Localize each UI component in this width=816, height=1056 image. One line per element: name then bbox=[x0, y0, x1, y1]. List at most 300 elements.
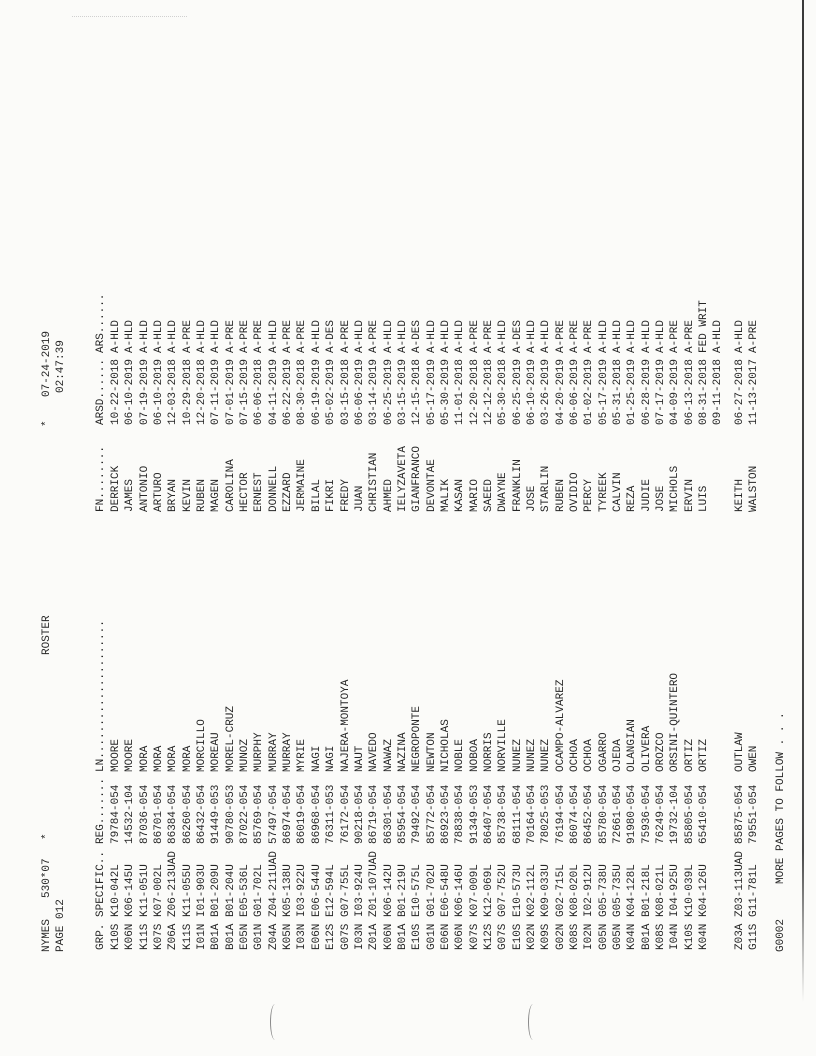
roster-ars-cell: A-DES bbox=[411, 319, 424, 353]
roster-arsd-cell: 04-20-2019 bbox=[554, 358, 567, 425]
roster-ars-cell: A-HLD bbox=[497, 319, 510, 353]
roster-reg-cell: 86384-054 bbox=[167, 784, 180, 844]
roster-specific-cell: K10-042L bbox=[110, 864, 122, 917]
roster-fn-cell: DEVONTAE bbox=[425, 459, 438, 512]
roster-row bbox=[539, 0, 553, 1056]
roster-arsd-cell: 06-19-2019 bbox=[310, 358, 323, 425]
roster-specific-cell: G07-752U bbox=[497, 864, 510, 917]
roster-arsd-cell: 12-03-2018 bbox=[167, 358, 180, 425]
roster-fn-cell: CALVIN bbox=[612, 472, 625, 512]
roster-ln-cell: MOORE bbox=[110, 738, 122, 772]
roster-ln-cell: OLANGIAN bbox=[626, 719, 639, 772]
roster-row bbox=[195, 0, 209, 1056]
roster-specific-cell: K11-051U bbox=[138, 864, 151, 917]
roster-fn-cell: TYREEK bbox=[597, 472, 610, 512]
roster-ars-cell: A-PRE bbox=[253, 319, 266, 353]
roster-ln-cell: MORA bbox=[153, 745, 166, 772]
roster-fn-cell: REZA bbox=[626, 485, 639, 512]
roster-ln-cell: OCHOA bbox=[569, 738, 581, 772]
roster-grp-cell: G02N bbox=[554, 923, 567, 950]
roster-arsd-cell: 06-10-2019 bbox=[525, 358, 538, 425]
column-header-fn: FN........ bbox=[95, 445, 107, 512]
roster-specific-cell: E10-573U bbox=[511, 864, 524, 917]
roster-grp-cell: G05N bbox=[597, 923, 610, 950]
roster-ars-cell: A-HLD bbox=[138, 319, 151, 353]
roster-ars-cell: A-HLD bbox=[712, 319, 725, 353]
system-name: NYMES bbox=[41, 918, 53, 952]
roster-specific-cell: K11-055U bbox=[181, 864, 194, 917]
roster-grp-cell: I04N bbox=[669, 923, 682, 950]
roster-ln-cell: MUNOZ bbox=[239, 738, 252, 772]
roster-ars-cell: A-HLD bbox=[153, 319, 166, 353]
roster-ln-cell: NAUT bbox=[353, 745, 366, 772]
roster-row bbox=[568, 0, 582, 1056]
roster-grp-cell: K06N bbox=[124, 923, 137, 950]
roster-ars-cell: A-HLD bbox=[612, 319, 625, 353]
roster-fn-cell: ERNEST bbox=[253, 472, 266, 512]
roster-grp-cell: G07S bbox=[497, 923, 510, 950]
roster-arsd-cell: 03-14-2019 bbox=[368, 358, 381, 425]
roster-ars-cell: A-DES bbox=[325, 319, 338, 353]
roster-reg-cell: 85772-054 bbox=[425, 784, 438, 844]
roster-fn-cell: BRYAN bbox=[167, 478, 180, 512]
roster-arsd-cell: 06-25-2019 bbox=[511, 358, 524, 425]
roster-ln-cell: MOREL-CRUZ bbox=[224, 705, 237, 772]
roster-specific-cell: E06-544U bbox=[310, 864, 323, 917]
roster-fn-cell: ERVIN bbox=[683, 478, 696, 512]
roster-reg-cell: 85780-054 bbox=[597, 784, 610, 844]
roster-ln-cell: NUNEZ bbox=[511, 738, 524, 772]
roster-ln-cell: NAVEDO bbox=[368, 732, 381, 772]
footer-message: MORE PAGES TO FOLLOW . . . bbox=[775, 712, 787, 884]
roster-reg-cell: 86452-054 bbox=[583, 784, 596, 844]
roster-fn-cell: JUDIE bbox=[640, 478, 653, 512]
roster-ars-cell: A-PRE bbox=[554, 319, 567, 353]
roster-ln-cell: OROZCO bbox=[655, 732, 668, 772]
roster-grp-cell: G11S bbox=[748, 923, 761, 950]
roster-ln-cell: MURRAY bbox=[267, 732, 280, 772]
roster-ars-cell: A-HLD bbox=[110, 319, 122, 353]
roster-reg-cell: 86260-054 bbox=[181, 784, 194, 844]
roster-ln-cell: NAWAZ bbox=[382, 738, 395, 772]
roster-grp-cell: K06N bbox=[454, 923, 467, 950]
roster-specific-cell: K08-020L bbox=[569, 864, 581, 917]
roster-fn-cell: AHMED bbox=[382, 478, 395, 512]
column-header-arsd: ARSD...... bbox=[95, 358, 107, 425]
roster-row bbox=[224, 0, 238, 1056]
roster-fn-cell: JERMAINE bbox=[296, 459, 309, 512]
roster-reg-cell: 91980-054 bbox=[626, 784, 639, 844]
report-title: ROSTER bbox=[41, 615, 53, 655]
roster-row bbox=[683, 0, 697, 1056]
roster-specific-cell: K02-112L bbox=[525, 864, 538, 917]
roster-arsd-cell: 07-15-2019 bbox=[239, 358, 252, 425]
roster-ars-cell: A-HLD bbox=[597, 319, 610, 353]
roster-grp-cell: K04N bbox=[626, 923, 639, 950]
roster-ars-cell: A-HLD bbox=[454, 319, 467, 353]
roster-reg-cell: 90780-053 bbox=[224, 784, 237, 844]
roster-ars-cell: A-PRE bbox=[748, 319, 761, 353]
roster-specific-cell: E05-536L bbox=[239, 864, 252, 917]
roster-arsd-cell: 04-11-2019 bbox=[267, 358, 280, 425]
roster-reg-cell: 85805-054 bbox=[683, 784, 696, 844]
roster-arsd-cell: 05-17-2019 bbox=[425, 358, 438, 425]
roster-grp-cell: B01A bbox=[210, 923, 223, 950]
roster-specific-cell: K06-145U bbox=[124, 864, 137, 917]
roster-arsd-cell: 01-02-2019 bbox=[583, 358, 596, 425]
roster-specific-cell: K06-142U bbox=[382, 864, 395, 917]
roster-grp-cell: G01N bbox=[425, 923, 438, 950]
roster-arsd-cell: 12-20-2018 bbox=[468, 358, 481, 425]
roster-row bbox=[295, 0, 309, 1056]
roster-fn-cell: MAGEN bbox=[210, 478, 223, 512]
roster-specific-cell: G05-738U bbox=[597, 864, 610, 917]
roster-specific-cell: K06-146U bbox=[454, 864, 467, 917]
roster-specific-cell: K08-021L bbox=[655, 864, 668, 917]
roster-row bbox=[181, 0, 195, 1056]
roster-ars-cell: A-HLD bbox=[396, 319, 409, 353]
roster-row bbox=[439, 0, 453, 1056]
roster-ln-cell: OCHOA bbox=[583, 738, 596, 772]
roster-arsd-cell: 03-26-2019 bbox=[540, 358, 553, 425]
roster-ars-cell: A-HLD bbox=[525, 319, 538, 353]
roster-arsd-cell: 07-11-2019 bbox=[210, 358, 223, 425]
roster-row bbox=[353, 0, 367, 1056]
roster-reg-cell: 75936-054 bbox=[640, 784, 653, 844]
roster-row bbox=[252, 0, 266, 1056]
roster-specific-cell: G05-735U bbox=[612, 864, 625, 917]
roster-specific-cell: K04-126U bbox=[698, 864, 711, 917]
roster-ars-cell: A-PRE bbox=[468, 319, 481, 353]
roster-specific-cell: B01-219U bbox=[396, 864, 409, 917]
roster-ln-cell: NICHOLAS bbox=[439, 719, 452, 772]
roster-fn-cell: RUBEN bbox=[196, 478, 209, 512]
roster-grp-cell: K05N bbox=[282, 923, 295, 950]
roster-specific-cell: K12-069L bbox=[482, 864, 495, 917]
roster-arsd-cell: 10-22-2018 bbox=[110, 358, 122, 425]
roster-arsd-cell: 09-11-2018 bbox=[712, 358, 725, 425]
roster-ln-cell: OJEDA bbox=[612, 738, 625, 772]
roster-grp-cell: I02N bbox=[583, 923, 596, 950]
roster-grp-cell: E10S bbox=[511, 923, 524, 950]
roster-row bbox=[367, 0, 381, 1056]
roster-row bbox=[711, 0, 725, 1056]
roster-specific-cell: I02-912U bbox=[583, 864, 596, 917]
roster-ars-cell: FED WRIT bbox=[698, 300, 711, 353]
roster-reg-cell: 85954-054 bbox=[396, 784, 409, 844]
roster-fn-cell: JOSE bbox=[655, 485, 668, 512]
roster-ln-cell: MOREAU bbox=[210, 732, 223, 772]
roster-specific-cell: Z06-213UAD bbox=[167, 850, 180, 917]
roster-ars-cell: A-HLD bbox=[540, 319, 553, 353]
roster-grp-cell: K10S bbox=[683, 923, 696, 950]
roster-reg-cell: 76194-054 bbox=[554, 784, 567, 844]
page-number: PAGE 012 bbox=[55, 899, 67, 952]
roster-fn-cell: RUBEN bbox=[554, 478, 567, 512]
roster-ln-cell: NOBLE bbox=[454, 738, 467, 772]
roster-reg-cell: 68111-054 bbox=[511, 784, 524, 844]
roster-arsd-cell: 12-12-2018 bbox=[482, 358, 495, 425]
roster-reg-cell: 91449-053 bbox=[210, 784, 223, 844]
roster-fn-cell: FIKRI bbox=[325, 478, 338, 512]
roster-ars-cell: A-HLD bbox=[640, 319, 653, 353]
roster-fn-cell: HECTOR bbox=[239, 472, 252, 512]
roster-grp-cell: E06N bbox=[439, 923, 452, 950]
roster-row bbox=[468, 0, 482, 1056]
roster-fn-cell: PERCY bbox=[583, 478, 596, 512]
roster-reg-cell: 86968-054 bbox=[310, 784, 323, 844]
roster-fn-cell: CHRISTIAN bbox=[368, 452, 381, 512]
roster-specific-cell: E06-548U bbox=[439, 864, 452, 917]
roster-ars-cell: A-HLD bbox=[267, 319, 280, 353]
roster-row bbox=[138, 0, 152, 1056]
roster-ars-cell: A-HLD bbox=[210, 319, 223, 353]
roster-reg-cell: 76172-054 bbox=[339, 784, 352, 844]
roster-fn-cell: EZZARD bbox=[282, 472, 295, 512]
roster-ars-cell: A-PRE bbox=[296, 319, 309, 353]
roster-reg-cell: 79492-054 bbox=[411, 784, 424, 844]
roster-row bbox=[310, 0, 324, 1056]
roster-fn-cell: FREDY bbox=[339, 478, 352, 512]
roster-grp-cell: K06N bbox=[382, 923, 395, 950]
roster-ln-cell: NUNEZ bbox=[540, 738, 553, 772]
roster-ars-cell: A-PRE bbox=[482, 319, 495, 353]
roster-arsd-cell: 07-01-2019 bbox=[224, 358, 237, 425]
roster-row bbox=[267, 0, 281, 1056]
roster-fn-cell: GIANFRANCO bbox=[411, 445, 424, 512]
roster-grp-cell: E10S bbox=[411, 923, 424, 950]
roster-ars-cell: A-PRE bbox=[683, 319, 696, 353]
roster-arsd-cell: 07-19-2019 bbox=[138, 358, 151, 425]
roster-reg-cell: 91349-053 bbox=[468, 784, 481, 844]
roster-arsd-cell: 08-31-2018 bbox=[698, 358, 711, 425]
roster-ars-cell: A-HLD bbox=[734, 319, 746, 353]
roster-reg-cell: 86974-054 bbox=[282, 784, 295, 844]
roster-row bbox=[166, 0, 180, 1056]
roster-grp-cell: K02N bbox=[525, 923, 538, 950]
roster-reg-cell: 87036-054 bbox=[138, 784, 151, 844]
roster-ars-cell: A-HLD bbox=[167, 319, 180, 353]
roster-ars-cell: A-PRE bbox=[239, 319, 252, 353]
roster-ln-cell: NAGI bbox=[325, 745, 338, 772]
roster-row bbox=[324, 0, 338, 1056]
roster-ln-cell: OLIVERA bbox=[640, 725, 653, 772]
roster-ln-cell: ORTIZ bbox=[698, 738, 711, 772]
roster-ars-cell: A-HLD bbox=[626, 319, 639, 353]
roster-ln-cell: OGARRO bbox=[597, 732, 610, 772]
roster-reg-cell: 79551-054 bbox=[748, 784, 761, 844]
roster-fn-cell: ARTURO bbox=[153, 472, 166, 512]
roster-specific-cell: K10-039L bbox=[683, 864, 696, 917]
roster-arsd-cell: 06-06-2019 bbox=[569, 358, 581, 425]
roster-ln-cell: NAJERA-MONTOYA bbox=[339, 679, 352, 772]
roster-arsd-cell: 11-01-2018 bbox=[454, 358, 467, 425]
roster-grp-cell: Z01A bbox=[368, 923, 381, 950]
roster-grp-cell: K04N bbox=[698, 923, 711, 950]
roster-specific-cell: K09-033U bbox=[540, 864, 553, 917]
roster-ln-cell: NORRIS bbox=[482, 732, 495, 772]
roster-ars-cell: A-PRE bbox=[181, 319, 194, 353]
roster-arsd-cell: 05-17-2019 bbox=[597, 358, 610, 425]
roster-reg-cell: 65410-054 bbox=[698, 784, 711, 844]
roster-row bbox=[482, 0, 496, 1056]
roster-row bbox=[747, 0, 761, 1056]
roster-row bbox=[511, 0, 525, 1056]
print-date: 07-24-2019 bbox=[41, 330, 53, 397]
roster-arsd-cell: 08-30-2018 bbox=[296, 358, 309, 425]
roster-reg-cell: 79784-054 bbox=[110, 784, 122, 844]
roster-row bbox=[339, 0, 353, 1056]
roster-ln-cell: ORSINI-QUINTERO bbox=[669, 672, 682, 772]
roster-arsd-cell: 12-20-2018 bbox=[196, 358, 209, 425]
roster-reg-cell: 86923-054 bbox=[439, 784, 452, 844]
roster-arsd-cell: 05-31-2018 bbox=[612, 358, 625, 425]
roster-reg-cell: 78838-054 bbox=[454, 784, 467, 844]
column-header-ars: ARS...... bbox=[95, 293, 107, 353]
roster-fn-cell: MICHOLS bbox=[669, 465, 682, 512]
roster-arsd-cell: 11-13-2017 bbox=[748, 358, 761, 425]
roster-ars-cell: A-PRE bbox=[339, 319, 352, 353]
roster-row bbox=[525, 0, 539, 1056]
roster-specific-cell: E12-594L bbox=[325, 864, 338, 917]
roster-arsd-cell: 03-15-2019 bbox=[396, 358, 409, 425]
roster-specific-cell: B01-218L bbox=[640, 864, 653, 917]
roster-grp-cell: K11S bbox=[138, 923, 151, 950]
roster-specific-cell: E10-575L bbox=[411, 864, 424, 917]
roster-ars-cell: A-HLD bbox=[196, 319, 209, 353]
roster-reg-cell: 57497-054 bbox=[267, 784, 280, 844]
roster-reg-cell: 19732-104 bbox=[669, 784, 682, 844]
roster-specific-cell: K05-138U bbox=[282, 864, 295, 917]
roster-reg-cell: 86719-054 bbox=[368, 784, 381, 844]
roster-arsd-cell: 06-10-2019 bbox=[153, 358, 166, 425]
roster-fn-cell: KEVIN bbox=[181, 478, 194, 512]
roster-row bbox=[554, 0, 568, 1056]
roster-reg-cell: 85769-054 bbox=[253, 784, 266, 844]
roster-reg-cell: 78025-053 bbox=[540, 784, 553, 844]
roster-reg-cell: 76249-054 bbox=[655, 784, 668, 844]
roster-fn-cell: DERRICK bbox=[110, 465, 122, 512]
roster-row bbox=[668, 0, 682, 1056]
roster-specific-cell: K07-009L bbox=[468, 864, 481, 917]
roster-fn-cell: BILAL bbox=[310, 478, 323, 512]
column-header-specific: SPECIFIC.. bbox=[95, 850, 107, 917]
roster-row bbox=[625, 0, 639, 1056]
roster-fn-cell: DONNELL bbox=[267, 465, 280, 512]
roster-arsd-cell: 06-06-2018 bbox=[253, 358, 266, 425]
roster-arsd-cell: 05-30-2018 bbox=[497, 358, 510, 425]
roster-specific-cell: K04-128L bbox=[626, 864, 639, 917]
roster-specific-cell: K07-002L bbox=[153, 864, 166, 917]
roster-ars-cell: A-HLD bbox=[655, 319, 668, 353]
roster-reg-cell: 70164-054 bbox=[525, 784, 538, 844]
roster-ars-cell: A-HLD bbox=[124, 319, 137, 353]
roster-row bbox=[238, 0, 252, 1056]
roster-ln-cell: MORCILLO bbox=[196, 719, 209, 772]
roster-reg-cell: 87022-054 bbox=[239, 784, 252, 844]
page-footer bbox=[774, 0, 788, 1056]
roster-ln-cell: OWEN bbox=[748, 745, 761, 772]
roster-ln-cell: MURPHY bbox=[253, 732, 266, 772]
roster-grp-cell: K09S bbox=[540, 923, 553, 950]
roster-row bbox=[597, 0, 611, 1056]
roster-fn-cell: JOSE bbox=[525, 485, 538, 512]
roster-row bbox=[733, 0, 747, 1056]
roster-fn-cell: KEITH bbox=[734, 478, 746, 512]
roster-reg-cell: 14532-104 bbox=[124, 784, 137, 844]
roster-grp-cell: K12S bbox=[482, 923, 495, 950]
roster-grp-cell: K08S bbox=[655, 923, 668, 950]
roster-row bbox=[410, 0, 424, 1056]
roster-fn-cell: STARLIN bbox=[540, 465, 553, 512]
roster-fn-cell: JAMES bbox=[124, 478, 137, 512]
roster-ars-cell: A-PRE bbox=[569, 319, 581, 353]
roster-grp-cell: G07S bbox=[339, 923, 352, 950]
roster-fn-cell: JUAN bbox=[353, 485, 366, 512]
roster-fn-cell: DWAYNE bbox=[497, 472, 510, 512]
roster-fn-cell: FRANKLIN bbox=[511, 459, 524, 512]
column-header-grp: GRP. bbox=[95, 923, 107, 950]
roster-ars-cell: A-PRE bbox=[368, 319, 381, 353]
roster-ars-cell: A-HLD bbox=[382, 319, 395, 353]
roster-ln-cell: MORA bbox=[181, 745, 194, 772]
roster-fn-cell: IELYZAVETA bbox=[396, 445, 409, 512]
roster-ln-cell: MYRIE bbox=[296, 738, 309, 772]
print-time: 02:47:39 bbox=[55, 340, 67, 393]
roster-ars-cell: A-PRE bbox=[224, 319, 237, 353]
roster-ln-cell: NUNEZ bbox=[525, 738, 538, 772]
roster-arsd-cell: 04-09-2019 bbox=[669, 358, 682, 425]
roster-reg-cell: 76311-053 bbox=[325, 784, 338, 844]
roster-fn-cell: ANTONIO bbox=[138, 465, 151, 512]
roster-grp-cell: K07S bbox=[468, 923, 481, 950]
roster-ars-cell: A-HLD bbox=[439, 319, 452, 353]
roster-row bbox=[640, 0, 654, 1056]
roster-ars-cell: A-DES bbox=[511, 319, 524, 353]
column-header-reg: REG....... bbox=[95, 777, 107, 844]
roster-grp-cell: G05N bbox=[612, 923, 625, 950]
roster-reg-cell: 86701-054 bbox=[153, 784, 166, 844]
roster-fn-cell: OVIDIO bbox=[569, 472, 581, 512]
column-header-row bbox=[94, 0, 108, 1056]
roster-ln-cell: NAGI bbox=[310, 745, 323, 772]
roster-specific-cell: I01-903U bbox=[196, 864, 209, 917]
roster-fn-cell: MALIK bbox=[439, 478, 452, 512]
job-number: 530*07 bbox=[41, 858, 53, 898]
roster-specific-cell: Z03-113UAD bbox=[734, 850, 746, 917]
roster-ln-cell: MORA bbox=[138, 745, 151, 772]
roster-arsd-cell: 05-02-2019 bbox=[325, 358, 338, 425]
date-mark: * bbox=[41, 420, 53, 427]
roster-ln-cell: MOORE bbox=[124, 738, 137, 772]
roster-specific-cell: Z01-107UAD bbox=[368, 850, 381, 917]
roster-grp-cell: G01N bbox=[253, 923, 266, 950]
roster-ln-cell: NOBOA bbox=[468, 738, 481, 772]
roster-row bbox=[697, 0, 711, 1056]
roster-ars-cell: A-PRE bbox=[669, 319, 682, 353]
roster-reg-cell: 85875-054 bbox=[734, 784, 746, 844]
roster-row bbox=[396, 0, 410, 1056]
roster-ars-cell: A-PRE bbox=[282, 319, 295, 353]
roster-reg-cell: 86074-054 bbox=[569, 784, 581, 844]
roster-arsd-cell: 06-28-2019 bbox=[640, 358, 653, 425]
roster-reg-cell: 90218-054 bbox=[353, 784, 366, 844]
roster-grp-cell: I03N bbox=[296, 923, 309, 950]
roster-arsd-cell: 03-15-2018 bbox=[339, 358, 352, 425]
roster-arsd-cell: 06-06-2019 bbox=[353, 358, 366, 425]
roster-row bbox=[109, 0, 123, 1056]
roster-specific-cell: I03-924U bbox=[353, 864, 366, 917]
